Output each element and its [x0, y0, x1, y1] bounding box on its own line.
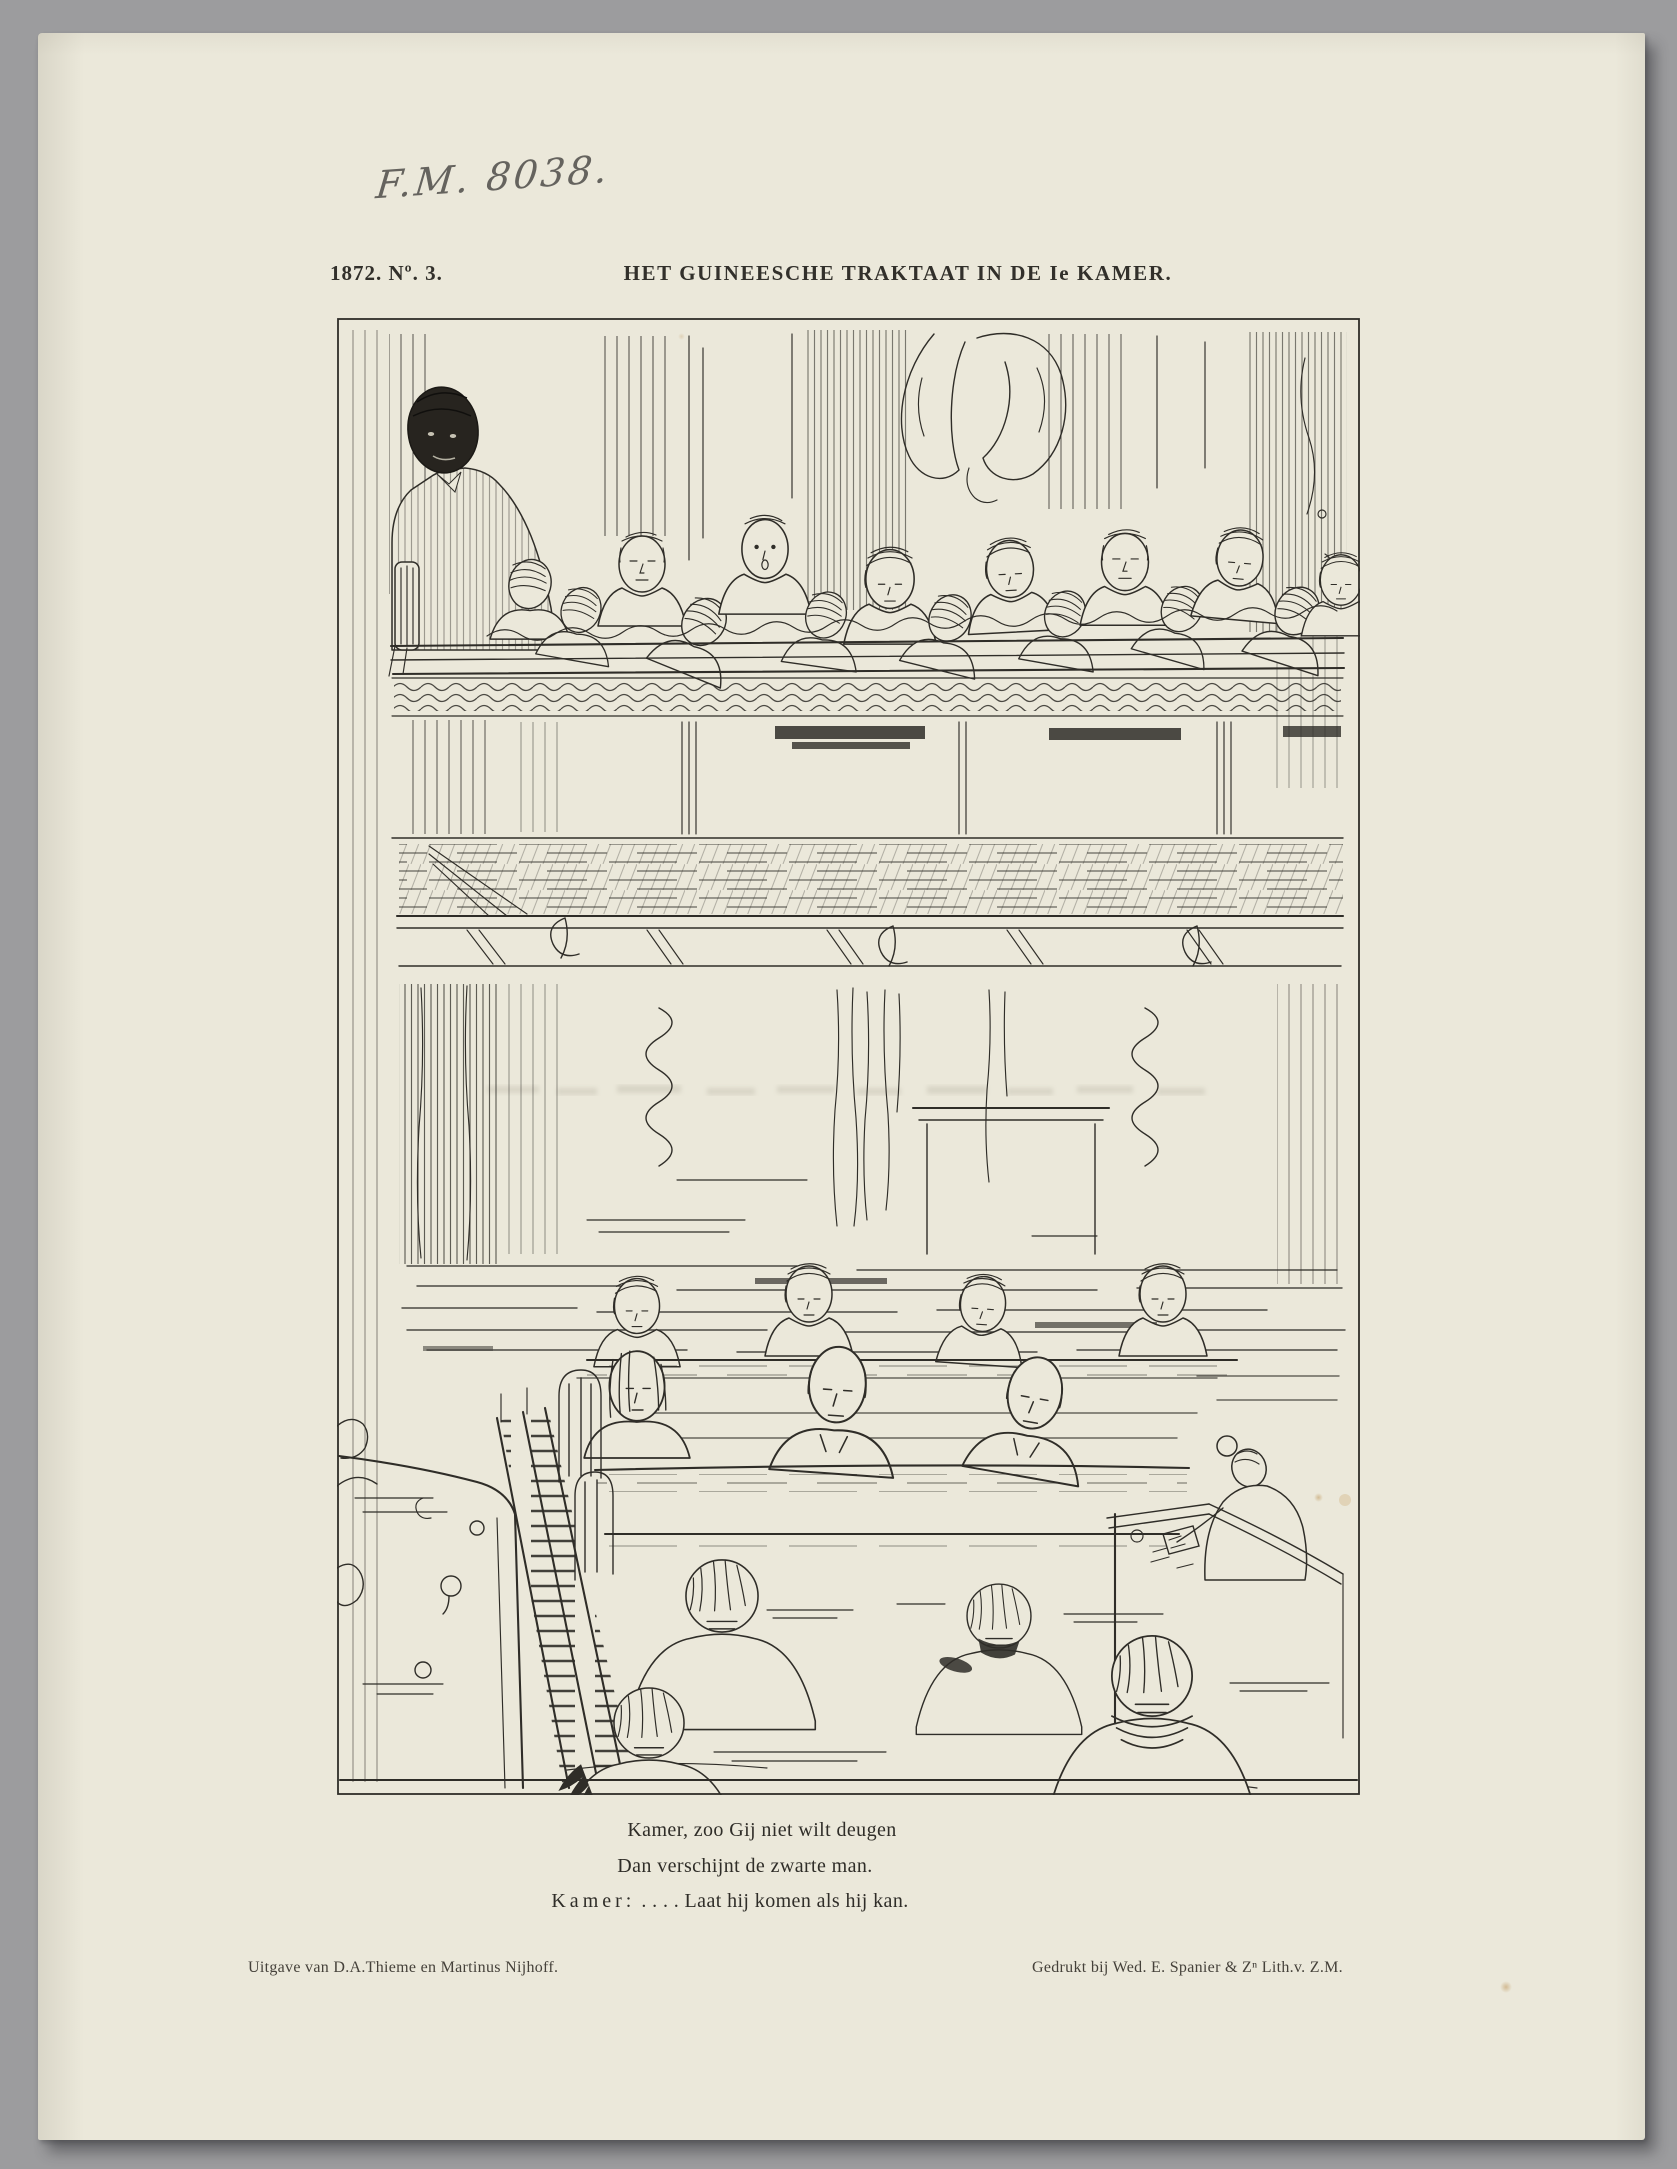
series-number: 1872. Nº. 3. [330, 261, 443, 285]
publisher-imprint: Uitgave van D.A.Thieme en Martinus Nijhoff. [248, 1959, 559, 1976]
gallery-front-panels [392, 720, 1343, 838]
printer-imprint: Gedrukt bij Wed. E. Spanier & Zⁿ Lith.v. Z.M. [1032, 1959, 1343, 1976]
caption-line-2: Dan verschijnt de zwarte man. [617, 1855, 873, 1877]
gallery-crowd [487, 515, 1360, 688]
print-sheet [38, 33, 1645, 2140]
caption-line-3-text: . . . . Laat hij komen als hij kan. [641, 1890, 909, 1912]
foxing-spot [678, 333, 685, 340]
caption-line-3 [551, 1890, 908, 1913]
right-coil [1132, 1008, 1158, 1166]
wavy-frieze [392, 678, 1343, 716]
foxing-spot [1314, 1493, 1323, 1502]
handwritten-inscription: F.M. 8038. [373, 146, 613, 208]
members-row-far [587, 1264, 1237, 1380]
caption-line-1: Kamer, zoo Gij niet wilt deugen [627, 1819, 897, 1841]
bench-end-post [559, 1370, 601, 1482]
foxing-spot [1500, 1981, 1512, 1993]
gallery-soffit [397, 844, 1343, 966]
chamber-wall [399, 984, 1343, 1284]
ghost-text-smudge [487, 1085, 1205, 1095]
wainscot-band [402, 1266, 1345, 1352]
foreground-members [558, 1560, 1255, 1795]
print-title: HET GUINEESCHE TRAKTAAT IN DE Ie KAMER. [623, 261, 1173, 285]
caption-speaker: Kamer: [551, 1890, 636, 1912]
foxing-spot [1339, 1494, 1351, 1506]
illustration-frame [337, 318, 1360, 1795]
corbel-scrolls [551, 918, 1211, 966]
curtain [901, 334, 1065, 503]
door [913, 1108, 1109, 1254]
illustration [337, 318, 1360, 1795]
